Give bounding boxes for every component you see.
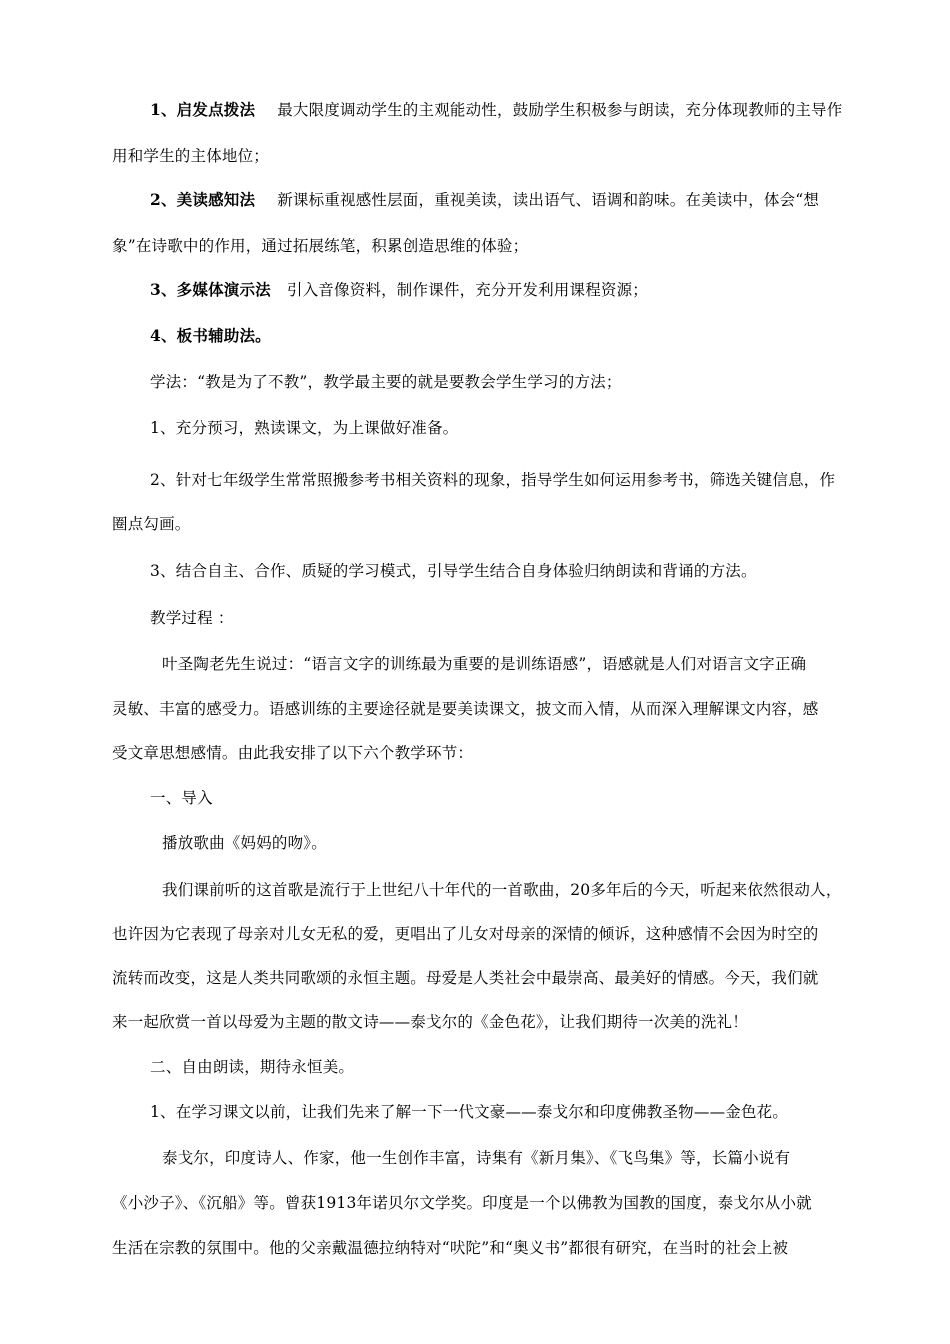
method2-line1 [112,190,887,210]
method4-heading: 4、板书辅助法。 [150,326,271,345]
method3-heading: 3、多媒体演示法 [150,280,271,299]
part1-song: 播放歌曲《妈妈的吻》。 [162,834,327,852]
method1-heading: 1、启发点拨法 [150,100,256,119]
part1-title: 一、导入 [150,789,213,807]
method3-line1 [112,280,887,300]
method2-heading: 2、美读感知法 [150,190,256,209]
study-item-2-line1: 2、针对七年级学生常常照搬参考书相关资料的现象，指导学生如何运用参考书，筛选关键信息，作 [150,471,836,489]
method2-line2: 象”在诗歌中的作用，通过拓展练笔，积累创造思维的体验； [112,237,529,255]
process-para-line1: 叶圣陶老先生说过：“语言文字的训练最为重要的是训练语感”，语感就是人们对语言文字正确 [162,655,807,673]
method3-text: 引入音像资料，制作课件，充分开发利用课程资源； [286,281,648,299]
method1-text: 最大限度调动学生的主观能动性，鼓励学生积极参与朗读，充分体现教师的主导作 [277,101,843,119]
method2-text: 新课标重视感性层面，重视美读，读出语气、语调和韵味。在美读中，体会“想 [277,191,820,209]
part2-title: 二、自由朗读，期待永恒美。 [150,1058,355,1076]
part2-item-1: 1、在学习课文以前，让我们先来了解一下一代文豪——泰戈尔和印度佛教圣物——金色花。 [150,1103,789,1121]
study-item-2-line2: 圈点勾画。 [112,515,191,533]
part1-para-line3: 流转而改变，这是人类共同歌颂的永恒主题。母爱是人类社会中最崇高、最美好的情感。今天，我们就 [112,969,819,987]
part1-para-line1: 我们课前听的这首歌是流行于上世纪八十年代的一首歌曲，20多年后的今天，听起来依然很动人， [162,881,842,899]
study-item-1: 1、充分预习，熟读课文，为上课做好准备。 [150,419,459,437]
part2-para-line2: 《小沙子》、《沉船》等。曾获1913年诺贝尔文学奖。印度是一个以佛教为国教的国度，泰戈尔从小就 [112,1194,812,1212]
part1-para-line4: 来一起欣赏一首以母爱为主题的散文诗——泰戈尔的《金色花》，让我们期待一次美的洗礼！ [112,1013,748,1031]
method1-line1 [112,100,887,120]
study-intro: 学法：“教是为了不教”，教学最主要的就是要教会学生学习的方法； [150,373,622,391]
process-title: 教学过程 ： [150,609,234,627]
process-para-line3: 受文章思想感情。由此我安排了以下六个教学环节： [112,744,474,762]
study-item-3: 3、结合自主、合作、质疑的学习模式，引导学生结合自身体验归纳朗读和背诵的方法。 [150,562,757,580]
part2-para-line3: 生活在宗教的氛围中。他的父亲戴温德拉纳特对“吠陀”和“奥义书”都很有研究，在当时的社会上被 [112,1239,789,1257]
process-para-line2: 灵敏、丰富的感受力。语感训练的主要途径就是要美读课文，披文而入情，从而深入理解课文内容，感 [112,700,819,718]
method1-line2: 用和学生的主体地位； [112,147,270,165]
part1-para-line2: 也许因为它表现了母亲对儿女无私的爱，更唱出了儿女对母亲的深情的倾诉，这种感情不会因为时空的 [112,925,819,943]
part2-para-line1: 泰戈尔，印度诗人、作家，他一生创作丰富，诗集有《新月集》、《飞鸟集》等，长篇小说有 [162,1149,791,1167]
